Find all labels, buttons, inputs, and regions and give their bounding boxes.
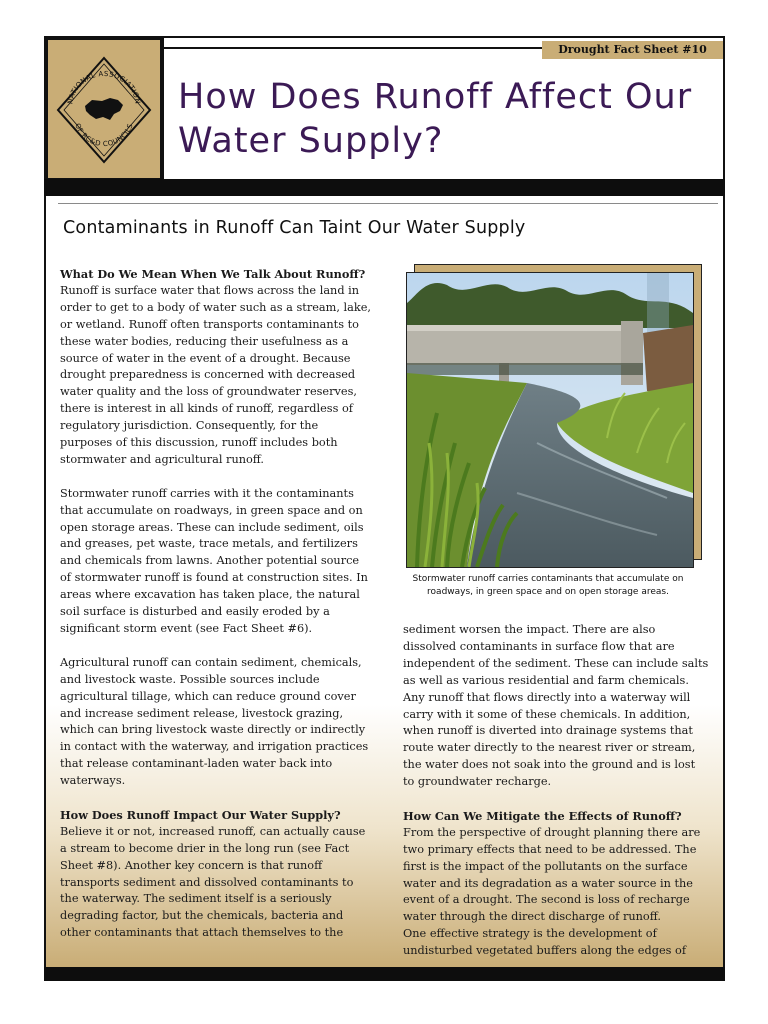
page-title: How Does Runoff Affect Our Water Supply? <box>178 77 693 161</box>
page-subtitle: Contaminants in Runoff Can Taint Our Water Supply <box>63 218 526 238</box>
usa-map-icon <box>52 50 156 172</box>
rcd-logo <box>44 36 164 182</box>
right-column <box>403 622 709 977</box>
paragraph: Agricultural runoff can contain sediment, chemicals, and livestock waste. Possible sources include agricultural tillage, which can reduce ground cover and increase sediment release, livestock grazing, which can bring livestock waste directly or indirectly in contact with the waterway, and irrigation practices that release contaminant-laden water back into waterways. <box>60 655 369 788</box>
fact-sheet-badge: Drought Fact Sheet #10 <box>542 41 723 59</box>
section-heading: How Can We Mitigate the Effects of Runoff? <box>403 808 682 823</box>
section-heading: How Does Runoff Impact Our Water Supply? <box>60 807 341 822</box>
left-column <box>60 266 372 959</box>
svg-text:OF RC&D COUNCILS: OF RC&D COUNCILS <box>73 122 135 149</box>
stream-photo <box>406 272 694 568</box>
header-band <box>44 179 725 196</box>
paragraph: Runoff is surface water that flows across the land in order to get to a body of water such as a stream, lake, or wetland. Runoff often transports contaminants to these water bodies, reducing their usefulness as a source of water in the event of a drought. Because drought preparedness is concerned with decreased water quality and the loss of groundwater reserves, there is interest in all kinds of runoff, regardless of regulatory jurisdiction. Consequently, for the purposes of this discussion, runoff includes both stormwater and agricultural runoff. <box>60 283 372 466</box>
subtitle-rule <box>58 203 718 204</box>
paragraph: Stormwater runoff carries with it the contaminants that accumulate on roadways, in green space and on open storage areas. These can include sediment, oils and greases, pet waste, trace metals, and fertilizers and chemicals from lawns. Another potential source of stormwater runoff is found at construction sites. In areas where excavation has taken place, the natural soil surface is disturbed and easily eroded by a significant storm event (see Fact Sheet #6). <box>60 486 368 636</box>
photo-caption: Stormwater runoff carries contaminants that accumulate on roadways, in green space and on open storage areas. <box>412 574 684 597</box>
paragraph: From the perspective of drought planning there are two primary effects that need to be addressed. The first is the impact of the pollutants on the surface water and its degradation as a water source in the event of a drought. The second is loss of recharge water through the direct discharge of runoff. <box>403 825 701 924</box>
paragraph: One effective strategy is the development of undisturbed vegetated buffers along the edges of <box>403 927 687 958</box>
svg-text:NATIONAL ASSOCIATION: NATIONAL ASSOCIATION <box>66 69 142 105</box>
section-heading: What Do We Mean When We Talk About Runoff? <box>60 267 366 281</box>
paragraph: sediment worsen the impact. There are also dissolved contaminants in surface flow that are independent of the sediment. These can include salts as well as various residential and farm chemicals. Any runoff that flows directly into a waterway will carry with it some of these chemicals. In addition, when runoff is diverted into drainage systems that route water directly to the nearest river or stream, the water does not soak into the ground and is lost to groundwater recharge. <box>403 623 709 789</box>
paragraph: Believe it or not, increased runoff, can actually cause a stream to become drier in the long run (see Fact Sheet #8). Another key concern is that runoff transports sediment and dissolved contaminants to the waterway. The sediment itself is a seriously degrading factor, but the chemicals, bacteria and other contaminants that attach themselves to the <box>60 824 366 940</box>
header-rule <box>164 47 542 49</box>
footer-band <box>44 967 725 981</box>
